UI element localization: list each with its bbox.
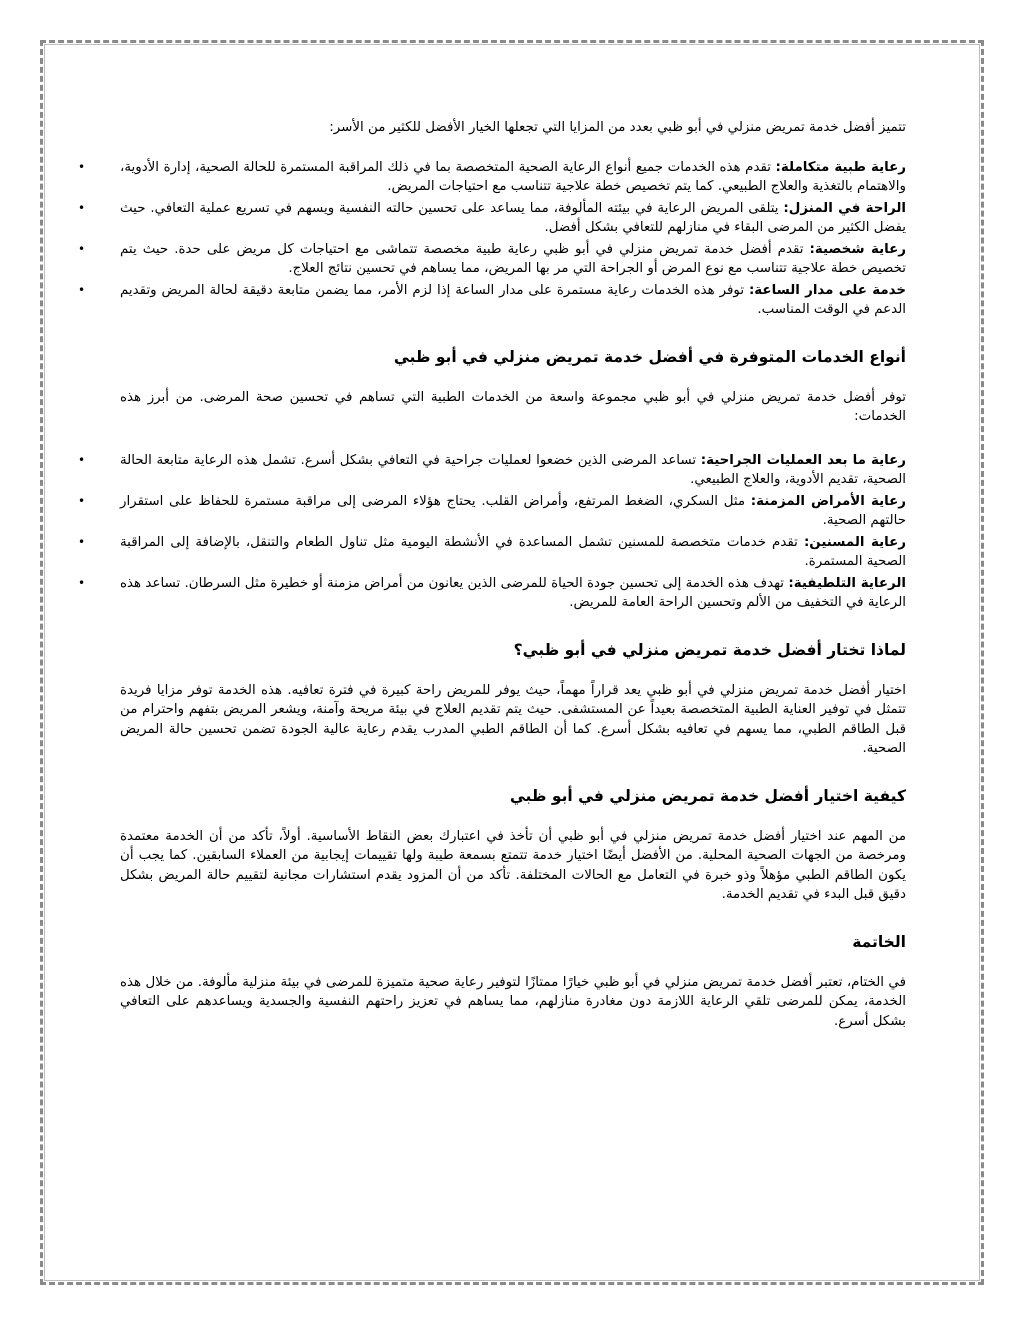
intro-paragraph: تتميز أفضل خدمة تمريض منزلي في أبو ظبي بعدد من المزايا التي تجعلها الخيار الأفضل للكثير من الأسر:	[329, 120, 906, 135]
list-item	[78, 281, 906, 320]
list-item-text: يتلقى المريض الرعاية في بيئته المألوفة، مما يساعد على تحسين حالته النفسية ويسهم في تسريع عملية التعافي. حيث يفضل الكثير من المرضى البقاء في منازلهم للتعافي بشكل أفضل.	[120, 200, 906, 235]
list-item-text: توفر هذه الخدمات رعاية مستمرة على مدار الساعة إذا لزم الأمر، مما يضمن متابعة دقيقة لحالة المريض وتقديم الدعم في الوقت المناسب.	[120, 282, 906, 317]
list-item-text: تقدم خدمات متخصصة للمسنين تشمل المساعدة في الأنشطة اليومية مثل تناول الطعام والتنقل، بالإضافة إلى المراقبة الصحية المستمرة.	[120, 534, 906, 569]
list-item-lead: رعاية المسنين:	[803, 534, 906, 550]
conclusion-heading: الخاتمة	[852, 932, 906, 951]
list-item	[78, 158, 906, 197]
list-item	[78, 240, 906, 279]
list-item-lead: رعاية ما بعد العمليات الجراحية:	[700, 452, 906, 468]
list-item	[78, 574, 906, 613]
list-item	[78, 199, 906, 238]
why-heading: لماذا تختار أفضل خدمة تمريض منزلي في أبو ظبي؟	[513, 640, 906, 659]
bullet-icon: •	[78, 200, 86, 215]
list-item-lead: رعاية شخصية:	[809, 241, 906, 257]
list-item	[78, 451, 906, 490]
services-list	[78, 451, 906, 613]
list-item-text: تهدف هذه الخدمة إلى تحسين جودة الحياة للمرضى الذين يعانون من أمراض مزمنة أو خطيرة مثل السرطان. تساعد هذه الرعاية في التخفيف من الألم وتحسين الراحة العامة للمريض.	[120, 575, 906, 610]
list-item-lead: الراحة في المنزل:	[783, 200, 906, 216]
bullet-icon: •	[78, 282, 86, 297]
list-item	[78, 492, 906, 531]
bullet-icon: •	[78, 452, 86, 467]
bullet-icon: •	[78, 241, 86, 256]
list-item-lead: الرعاية التلطيفية:	[788, 575, 906, 591]
list-item-lead: خدمة على مدار الساعة:	[748, 282, 906, 298]
how-heading: كيفية اختيار أفضل خدمة تمريض منزلي في أبو ظبي	[509, 786, 906, 805]
list-item-lead: رعاية الأمراض المزمنة:	[750, 493, 906, 509]
list-item-text: تقدم أفضل خدمة تمريض منزلي في أبو ظبي رعاية طبية مخصصة تتماشى مع احتياجات كل مريض على حدة. حيث يتم تخصيص خطة علاجية تتناسب مع نوع المرض أو الجراحة التي مر بها المريض، مما يساهم في تحسين نتائج العلاج.	[120, 241, 906, 276]
features-list	[78, 158, 906, 320]
list-item-text: مثل السكري، الضغط المرتفع، وأمراض القلب. يحتاج هؤلاء المرضى إلى مراقبة مستمرة للحفاظ على استقرار حالتهم الصحية.	[120, 493, 906, 528]
bullet-icon: •	[78, 534, 86, 549]
document-body	[78, 118, 906, 1037]
list-item	[78, 533, 906, 572]
services-heading: أنواع الخدمات المتوفرة في أفضل خدمة تمريض منزلي في أبو ظبي	[393, 347, 906, 366]
list-item-text: تساعد المرضى الذين خضعوا لعمليات جراحية في التعافي بشكل أسرع. تشمل هذه الرعاية متابعة الحالة الصحية، تقديم الأدوية، والعلاج الطبيعي.	[120, 452, 906, 487]
services-intro: توفر أفضل خدمة تمريض منزلي في أبو ظبي مجموعة واسعة من الخدمات الطبية التي تساهم في تحسين صحة المرضى. من أبرز هذه الخدمات:	[120, 389, 906, 424]
list-item-text: تقدم هذه الخدمات جميع أنواع الرعاية الصحية المتخصصة بما في ذلك المراقبة المستمرة للحالة الصحية، إدارة الأدوية، والاهتمام بالتغذية والعلاج الطبيعي. كما يتم تخصيص خطة علاجية تتناسب مع احتياجات المريض.	[120, 159, 906, 194]
bullet-icon: •	[78, 493, 86, 508]
list-item-lead: رعاية طبية متكاملة:	[775, 159, 906, 175]
how-paragraph: من المهم عند اختيار أفضل خدمة تمريض منزلي في أبو ظبي أن تأخذ في اعتبارك بعض النقاط الأساسية. أولاً، تأكد من أن الخدمة معتمدة ومرخصة من الجهات الصحية المحلية. من الأفضل أيضًا اختيار خدمة تتمتع بسمعة طيبة ولها تقييمات إيجابية من العملاء السابقين. كما يجب أن يكون الطاقم الطبي مؤهلاً وذو خبرة في التعامل مع الحالات المختلفة. تأكد من أن المزود يقدم استشارات مجانية لتقييم حالة المريض بشكل دقيق قبل البدء في تقديم الخدمة.	[120, 828, 906, 902]
bullet-icon: •	[78, 159, 86, 174]
why-paragraph: اختيار أفضل خدمة تمريض منزلي في أبو ظبي يعد قراراً مهماً، حيث يوفر للمريض راحة كبيرة في فترة تعافيه. هذه الخدمة توفر مزايا فريدة تتمثل في توفير العناية الطبية المتخصصة بعيداً عن المستشفى. حيث يتم تقديم العلاج في بيئة مريحة وآمنة، ويشعر المريض بتفهم واحترام من قبل الطاقم الطبي، مما يسهم في تعافيه بشكل أسرع. كما أن الطاقم الطبي المدرب يقدم رعاية عالية الجودة تضمن تحسين حالة المريض الصحية.	[120, 682, 906, 756]
conclusion-paragraph: في الختام، تعتبر أفضل خدمة تمريض منزلي في أبو ظبي خيارًا ممتازًا لتوفير رعاية صحية متميزة للمرضى في بيئة منزلية مألوفة. من خلال هذه الخدمة، يمكن للمرضى تلقي الرعاية اللازمة دون مغادرة منازلهم، مما يساهم في تعزيز راحتهم النفسية والجسدية ويساعدهم على التعافي بشكل أسرع.	[120, 974, 906, 1029]
bullet-icon: •	[78, 575, 86, 590]
